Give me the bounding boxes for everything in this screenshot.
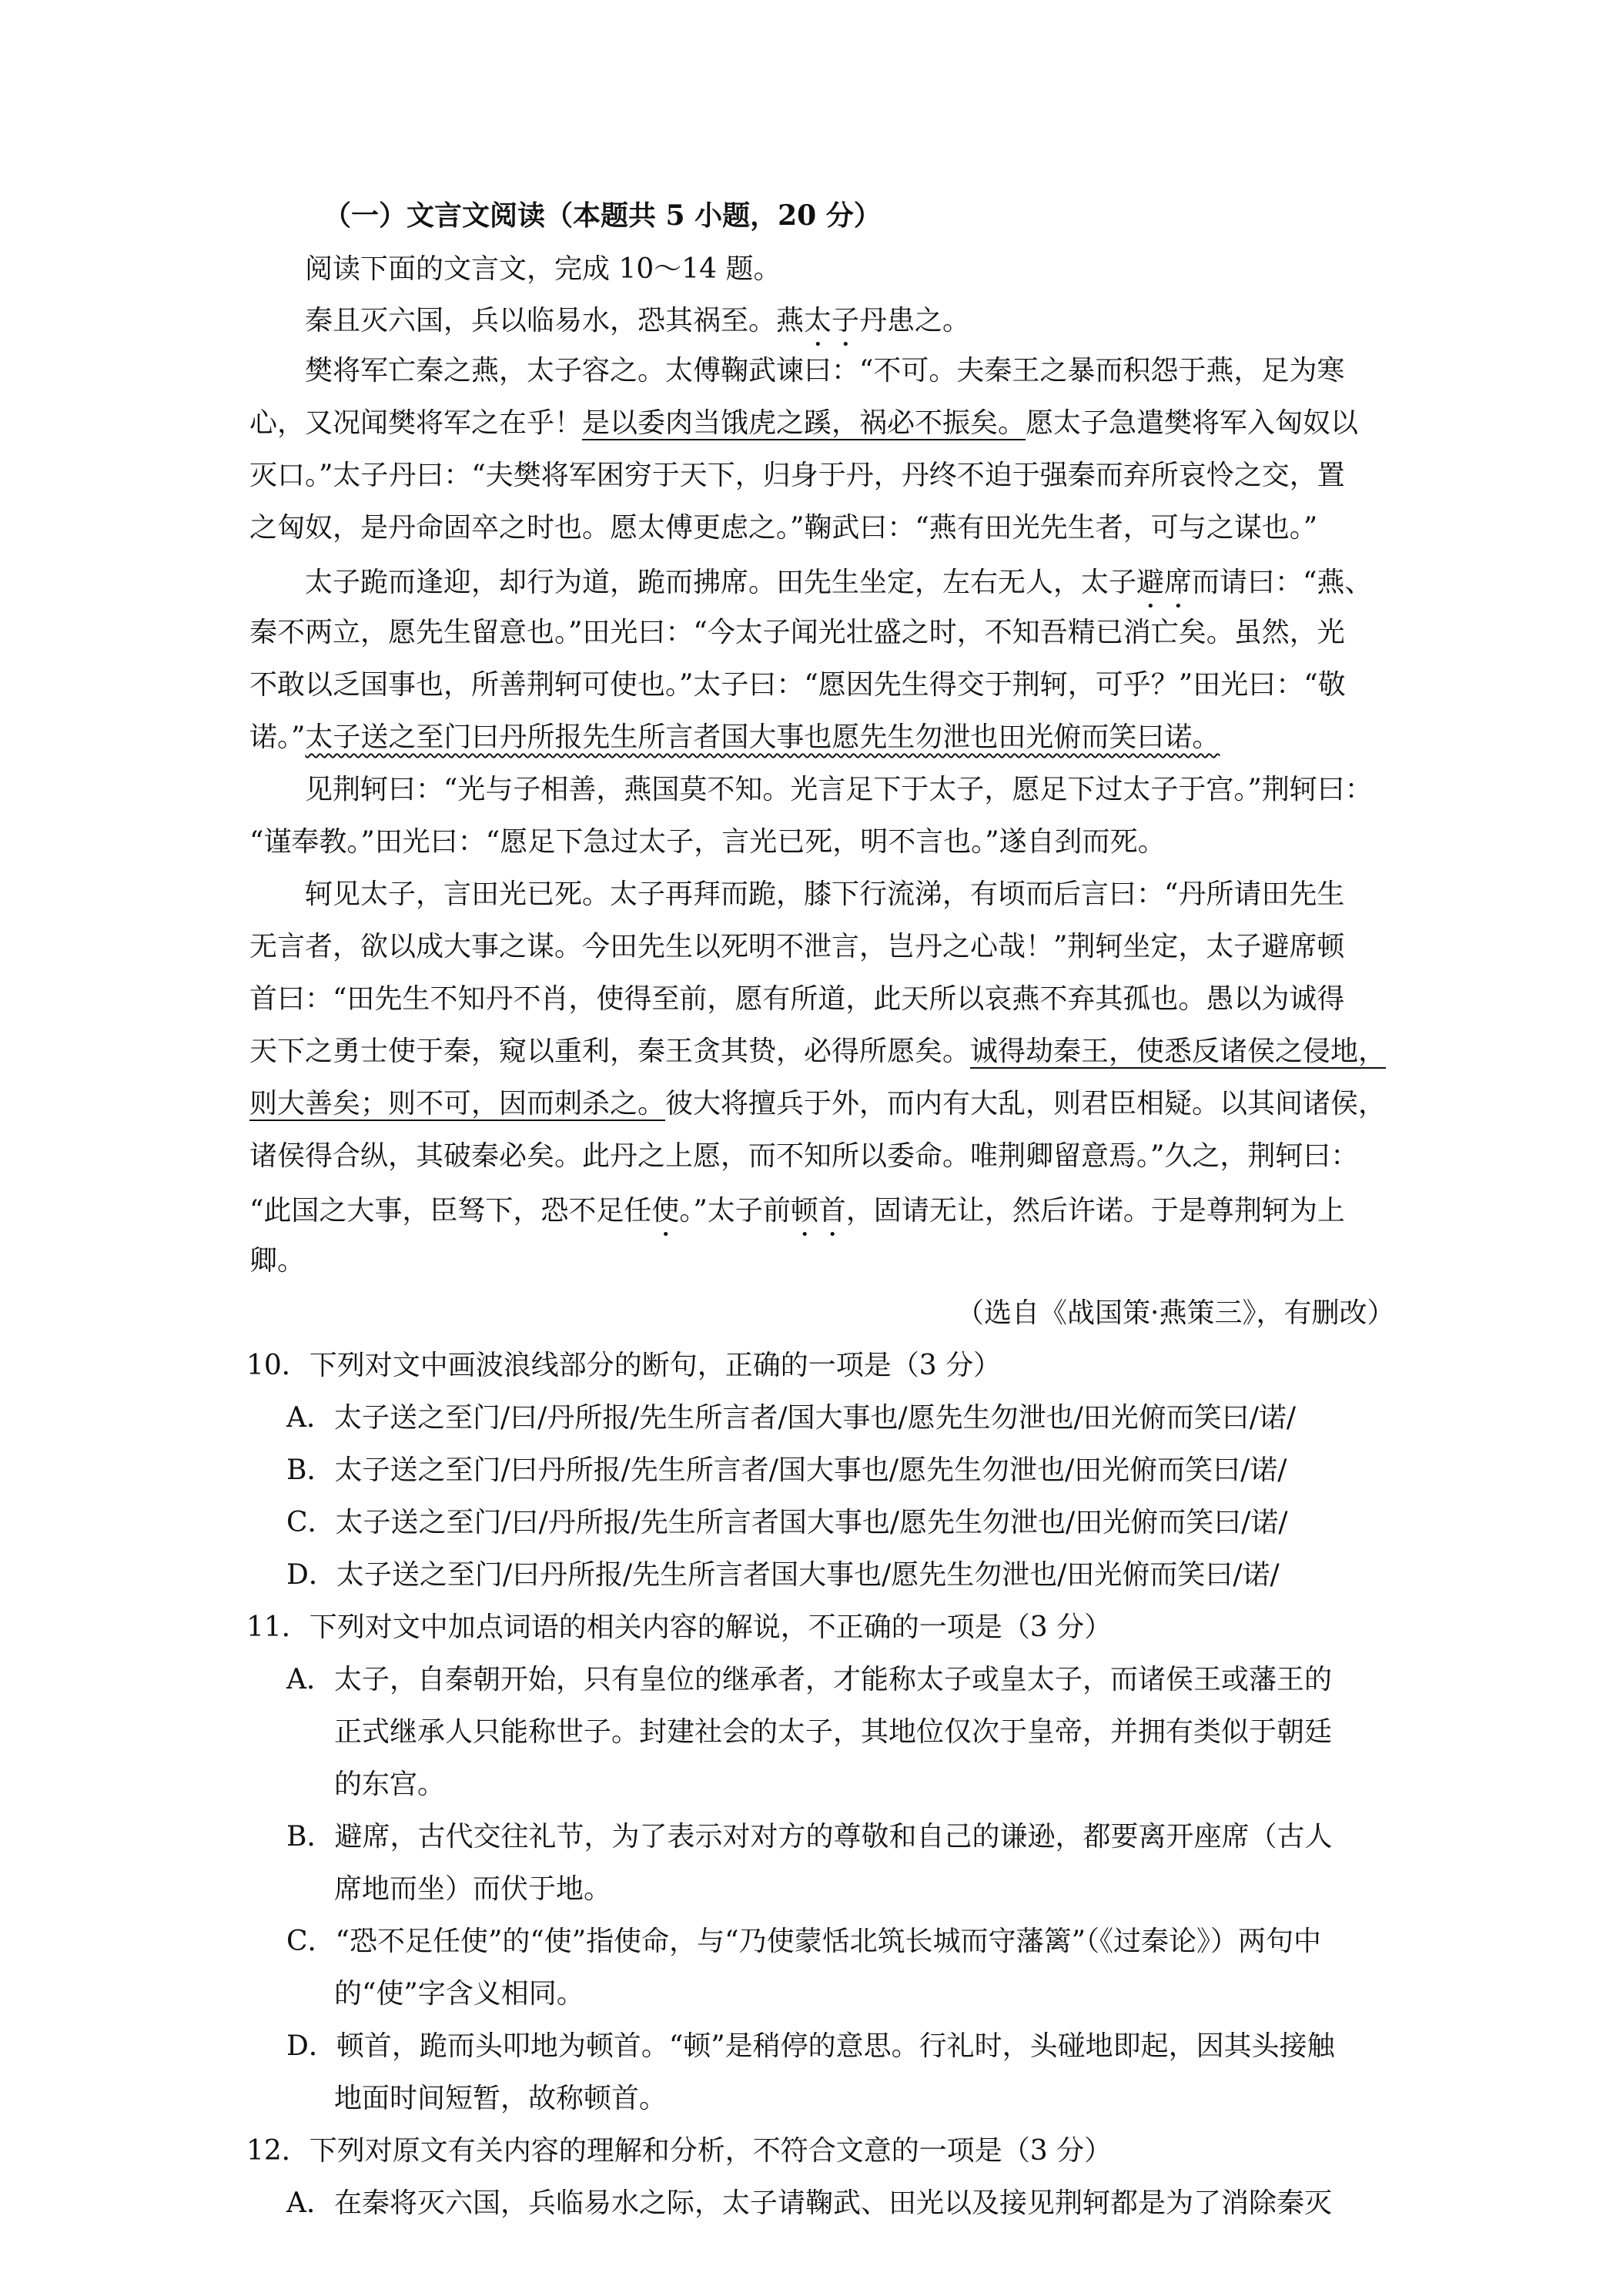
option-a-cont: 的东宫。 — [334, 1769, 446, 1800]
option-d: D．顿首，跪而头叩地为顿首。“顿”是稍停的意思。行礼时，头碰地即起，因其头接触 — [286, 2030, 1335, 2062]
passage-line: 樊将军亡秦之燕，太子容之。太傅鞠武谏曰：“不可。夫秦王之暴而积怨于燕，足为寒 — [305, 355, 1345, 387]
passage-line: 秦不两立，愿先生留意也。”田光曰：“今太子闻光壮盛之时，不知吾精已消亡矣。虽然，光 — [249, 617, 1345, 648]
passage-line: 之匈奴，是丹命固卒之时也。愿太傅更虑之。”鞠武曰：“燕有田光先生者，可与之谋也。” — [249, 512, 1318, 544]
passage-line: 太子跪而逢迎，却行为道，跪而拂席。田先生坐定，左右无人，太子避席而请曰：“燕、 — [305, 567, 1373, 598]
passage-line: 秦且灭六国，兵以临易水，恐其祸至。燕太子丹患之。 — [305, 305, 971, 336]
passage-line: 心，又况闻樊将军之在乎！是以委肉当饿虎之蹊，祸必不振矣。愿太子急遣樊将军入匈奴以 — [249, 407, 1359, 439]
passage-line: 诸侯得合纵，其破秦必矣。此丹之上愿，而不知所以委命。唯荆卿留意焉。”久之，荆轲曰： — [249, 1140, 1359, 1172]
passage-line: “此国之大事，臣驽下，恐不足任使。”太子前顿首，固请无让，然后许诺。于是尊荆轲为上 — [249, 1195, 1345, 1227]
passage-source: （选自《战国策·燕策三》，有删改） — [956, 1297, 1395, 1329]
option-c: C．“恐不足任使”的“使”指使命，与“乃使蒙恬北筑长城而守藩篱”（《过秦论》）两句中 — [286, 1926, 1321, 1957]
option-a: A．太子，自秦朝开始，只有皇位的继承者，才能称太子或皇太子，而诸侯王或藩王的 — [286, 1664, 1332, 1695]
passage-line: 见荆轲曰：“光与子相善，燕国莫不知。光言足下于太子，愿足下过太子于宫。”荆轲曰： — [305, 774, 1373, 805]
option-c-cont: 的“使”字含义相同。 — [334, 1978, 584, 2010]
passage-line: “谨奉教。”田光曰：“愿足下急过太子，言光已死，明不言也。”遂自刭而死。 — [249, 826, 1166, 858]
option-a: A．在秦将灭六国，兵临易水之际，太子请鞠武、田光以及接见荆轲都是为了消除秦灭 — [286, 2187, 1332, 2219]
passage-line: 首曰：“田先生不知丹不肖，使得至前，愿有所道，此天所以哀燕不弃其孤也。愚以为诚得 — [249, 983, 1345, 1015]
option-d-cont: 地面时间短暂，故称顿首。 — [334, 2083, 668, 2114]
option-b: B．太子送之至门/曰丹所报/先生所言者/国大事也/愿先生勿泄也/田光俯而笑曰/诺/ — [286, 1454, 1287, 1486]
dotted-word-bixi: 避席 — [1136, 567, 1193, 598]
section-title: （一）文言文阅读（本题共 5 小题，20 分） — [323, 199, 882, 232]
passage-line: 无言者，欲以成大事之谋。今田先生以死明不泄言，岂丹之心哉！”荆轲坐定，太子避席顿 — [249, 931, 1345, 962]
dotted-word-taizi: 太子 — [804, 305, 860, 336]
question-10-stem: 10．下列对文中画波浪线部分的断句，正确的一项是（3 分） — [246, 1350, 1002, 1381]
passage-line: 诺。”太子送之至门曰丹所报先生所言者国大事也愿先生勿泄也田光俯而笑曰诺。 — [249, 721, 1220, 753]
passage-line: 灭口。”太子丹曰：“夫樊将军困穷于天下，归身于丹，丹终不迫于强秦而弃所哀怜之交，置 — [249, 460, 1345, 491]
underlined-sentence: 诚得劫秦王，使悉反诸侯之侵地， — [970, 1036, 1387, 1067]
instruction: 阅读下面的文言文，完成 10～14 题。 — [305, 253, 781, 285]
underlined-sentence: 则大善矣；则不可，因而刺杀之。 — [249, 1088, 666, 1120]
dotted-word-dunshou: 顿首 — [790, 1195, 846, 1227]
option-b: B．避席，古代交往礼节，为了表示对对方的尊敬和自己的谦逊，都要离开座席（古人 — [286, 1821, 1333, 1853]
option-a: A．太子送之至门/曰/丹所报/先生所言者/国大事也/愿先生勿泄也/田光俯而笑曰/诺/ — [286, 1402, 1297, 1434]
option-a-cont: 正式继承人只能称世子。封建社会的太子，其地位仅次于皇帝，并拥有类似于朝廷 — [334, 1716, 1333, 1748]
dotted-word-shi: 使 — [651, 1195, 680, 1227]
option-d: D．太子送之至门/曰丹所报/先生所言者国大事也/愿先生勿泄也/田光俯而笑曰/诺/ — [286, 1559, 1280, 1591]
option-c: C．太子送之至门/曰/丹所报/先生所言者国大事也/愿先生勿泄也/田光俯而笑曰/诺/ — [286, 1507, 1288, 1538]
passage-line: 不敢以乏国事也，所善荆轲可使也。”太子曰：“愿因先生得交于荆轲，可乎？”田光曰：“敬 — [249, 669, 1346, 701]
passage-line: 天下之勇士使于秦，窥以重利，秦王贪其贽，必得所愿矣。诚得劫秦王，使悉反诸侯之侵地， — [249, 1036, 1387, 1067]
underlined-sentence: 是以委肉当饿虎之蹊，祸必不振矣。 — [582, 407, 1026, 439]
question-12-stem: 12．下列对原文有关内容的理解和分析，不符合文意的一项是（3 分） — [246, 2135, 1113, 2167]
option-b-cont: 席地而坐）而伏于地。 — [334, 1873, 612, 1905]
passage-line: 轲见太子，言田光已死。太子再拜而跪，膝下行流涕，有顷而后言曰：“丹所请田先生 — [305, 879, 1345, 910]
question-11-stem: 11．下列对文中加点词语的相关内容的解说，不正确的一项是（3 分） — [246, 1612, 1113, 1643]
passage-line: 卿。 — [249, 1245, 306, 1277]
passage-line: 则大善矣；则不可，因而刺杀之。彼大将擅兵于外，而内有大乱，则君臣相疑。以其间诸侯， — [249, 1088, 1387, 1120]
wavy-underlined-sentence: 太子送之至门曰丹所报先生所言者国大事也愿先生勿泄也田光俯而笑曰诺。 — [305, 721, 1220, 753]
